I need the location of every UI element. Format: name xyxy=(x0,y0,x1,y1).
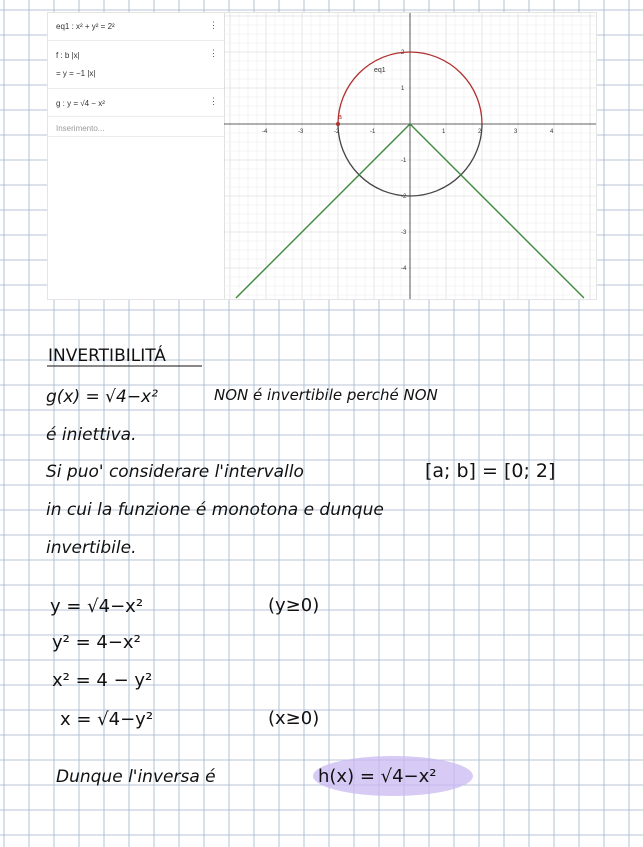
x-tick-label: 4 xyxy=(550,129,554,135)
line3-interval: [a; b] = [0; 2] xyxy=(425,460,556,482)
f-value: = y = −1 |x| xyxy=(56,69,96,78)
y-tick-label: -2 xyxy=(401,194,407,200)
conclusion-text: Dunque l'inversa é xyxy=(56,767,216,787)
y-tick-label: -4 xyxy=(401,266,407,272)
y-tick-label: -1 xyxy=(401,158,407,164)
line3-text: Si puo' considerare l'intervallo xyxy=(46,462,304,482)
more-options-icon[interactable]: ⋮ xyxy=(209,20,218,30)
step3-expression: x² = 4 − y² xyxy=(52,670,153,691)
line1-text: NON é invertibile perché NON xyxy=(214,386,438,404)
more-options-icon[interactable]: ⋮ xyxy=(209,96,218,106)
more-options-icon[interactable]: ⋮ xyxy=(209,48,218,58)
g-definition: g : y = √4 − x² xyxy=(56,99,105,108)
line2-text: é iniettiva. xyxy=(46,425,137,445)
f-definition: f : b |x| xyxy=(56,51,80,60)
heading-invertibilita: INVERTIBILITÁ xyxy=(48,346,166,366)
algebra-input[interactable]: Inserimento... xyxy=(56,124,105,133)
step2-expression: y² = 4−x² xyxy=(52,632,141,653)
x-tick-label: -3 xyxy=(298,129,304,135)
x-tick-label: 1 xyxy=(442,129,446,135)
line4-text: in cui la funzione é monotona e dunque xyxy=(46,500,384,520)
x-tick-label: 2 xyxy=(478,129,482,135)
inverse-function-expression: h(x) = √4−x² xyxy=(318,766,437,787)
curve-label-eq1: eq1 xyxy=(374,67,386,74)
y-tick-label: -3 xyxy=(401,230,407,236)
line5-text: invertibile. xyxy=(46,538,137,558)
y-tick-label: 2 xyxy=(401,50,405,56)
x-tick-label: -2 xyxy=(334,129,340,135)
x-tick-label: 3 xyxy=(514,129,518,135)
condition-y-nonnegative: (y≥0) xyxy=(268,595,320,616)
step1-expression: y = √4−x² xyxy=(50,596,144,617)
eq1-definition: eq1 : x² + y² = 2² xyxy=(56,22,115,31)
point-a-label: a xyxy=(338,114,342,121)
condition-x-nonnegative: (x≥0) xyxy=(268,708,320,729)
x-tick-label: -1 xyxy=(370,129,376,135)
x-tick-label: -4 xyxy=(262,129,268,135)
step4-expression: x = √4−y² xyxy=(60,709,154,730)
y-tick-label: 1 xyxy=(401,86,405,92)
line1-expression: g(x) = √4−x² xyxy=(46,387,158,407)
